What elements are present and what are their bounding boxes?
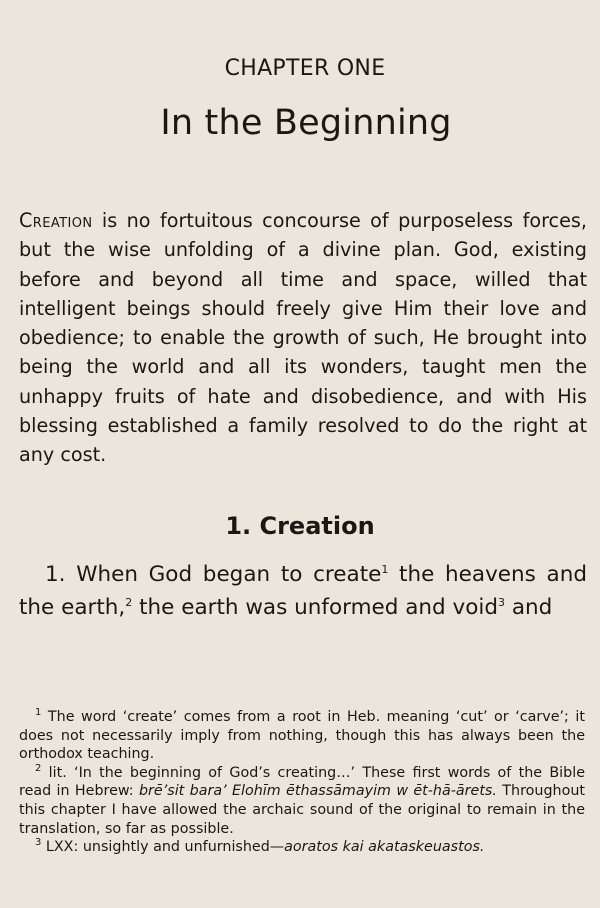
footnote-text: LXX: unsightly and unfurnished— <box>41 839 285 856</box>
footnote-mark: 3 <box>35 837 42 849</box>
verse-text-3: the earth was unformed and void <box>132 595 499 620</box>
verse-1 <box>19 558 587 624</box>
footnote-hebrew-transliteration: brē’sit bara’ Elohīm ēthassāmayim w ēt-hā-ārets. <box>138 783 497 800</box>
intro-lead-word: Creation <box>19 209 93 232</box>
footnote-ref-2: 2 <box>125 596 133 609</box>
footnote-mark: 2 <box>35 762 42 774</box>
footnote-text: lit. ‘In the beginning of God’s creating…’ These first words of the Bible read in Hebrew: <box>19 764 585 800</box>
footnote-ref-1: 1 <box>381 563 389 576</box>
chapter-title: In the Beginning <box>160 103 452 143</box>
footnotes <box>19 708 585 857</box>
footnote-3 <box>19 838 585 857</box>
intro-paragraph <box>19 206 587 470</box>
section-heading: 1. Creation <box>225 512 375 540</box>
chapter-label: CHAPTER ONE <box>224 56 386 81</box>
verse-text-1: 1. When God began to create <box>45 562 382 587</box>
footnote-ref-3: 3 <box>498 596 506 609</box>
intro-text: is no fortuitous concourse of purposeless forces, but the wise unfolding of a divine plan. God, existing before and beyond all time and space, willed that intelligent beings should freely give Him their love and obedience; to enable the growth of such, He brought into being the world and all its wonders, taught men the unhappy fruits of hate and disobedience, and with His blessing established a family resolved to do the right at any cost. <box>19 209 587 467</box>
footnote-2 <box>19 764 585 838</box>
footnote-mark: 1 <box>35 707 42 718</box>
verse-text-2: the heavens and the earth, <box>19 562 587 620</box>
footnote-1 <box>19 708 585 764</box>
footnote-greek-transliteration: aoratos kai akataskeuastos. <box>284 839 485 856</box>
verse-text-4: and <box>505 595 553 620</box>
footnote-text: Throughout this chapter I have allowed the archaic sound of the original to remain in the translation, so far as possible. <box>19 783 585 837</box>
footnote-text: The word ‘create’ comes from a root in Heb. meaning ‘cut’ or ‘carve’; it does not necessarily imply from nothing, though this has always been the orthodox teaching. <box>19 709 585 763</box>
